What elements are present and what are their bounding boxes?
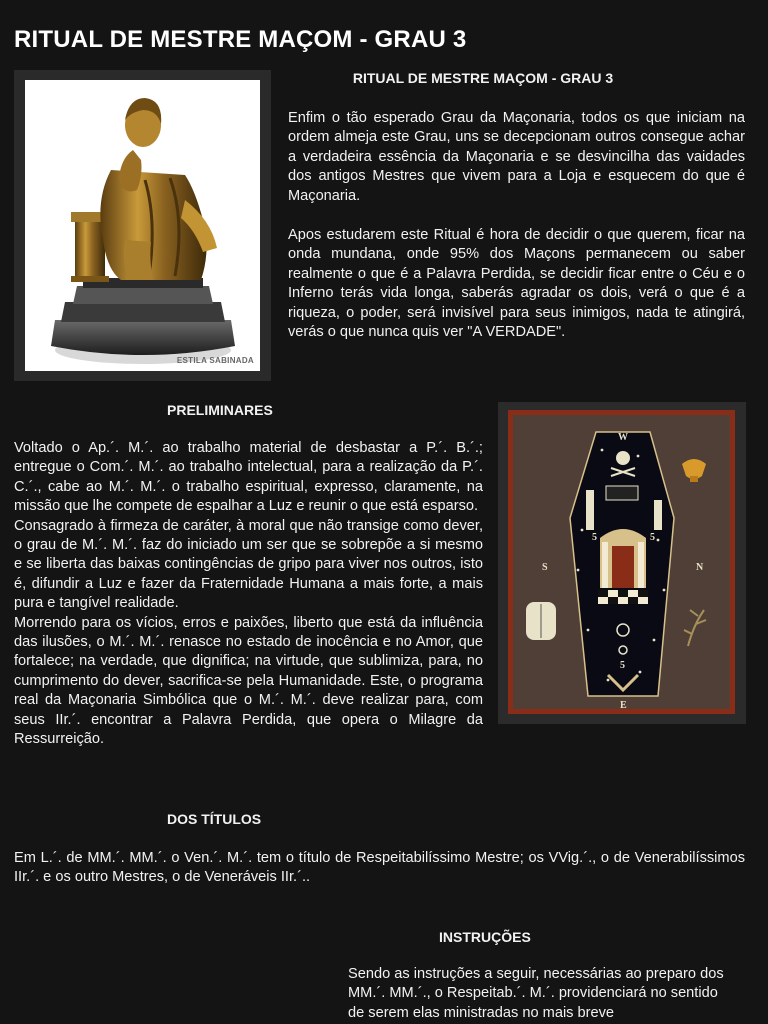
intro-paragraph: Apos estudarem este Ritual é hora de decidir o que querem, ficar na onda mundana, onde 95% dos Maçons permanecem ou saber realmente o que é a Palavra Perdida, se decidir ficar entre o Céu e o Inferno terás vida longa, saberás agradar os dois, verá o que é a riqueza, o poder, será invisível para seus inimigos, nada te atingirá, verás o que nunca quis ver "A VERDADE". xyxy=(288,227,745,341)
tracing-number: 5 xyxy=(620,660,625,671)
preliminares-paragraph: Consagrado à firmeza de caráter, à moral que não transige como dever, o grau de M.´. M.´. faz do iniciado um ser que se sobrepõe a si mesmo e se liberta das baixas contingências de gripo para viver nos outros, isto é, difundir a Luz e fazer da Fraternidade Humana a mais forte, a mais pura e tangível realidade. xyxy=(14,517,483,612)
preliminares-body xyxy=(14,439,745,799)
instrucoes-paragraph: Sendo as instruções a seguir, necessárias ao preparo dos MM.´. MM.´., o Respeitab.´. M.´. providenciará no sentido de serem elas ministradas no mais breve xyxy=(348,966,724,1021)
section-heading-instrucoes: INSTRUÇÕES xyxy=(439,929,531,945)
page-title: RITUAL DE MESTRE MAÇOM - GRAU 3 xyxy=(14,26,467,53)
statue-illustration xyxy=(25,80,260,371)
tracing-number: 5 xyxy=(650,532,655,543)
intro-paragraph: Enfim o tão esperado Grau da Maçonaria, todos os que iniciam na ordem almeja este Grau, uns se decepcionam outros consegue achar a verdadeira essência da Maçonaria e se desvincilha das vaidades dos antigos Mestres que vivem para a Loja e esquecem do que é Maçonaria. xyxy=(288,110,745,204)
image-watermark: ESTILA SABINADA xyxy=(176,356,254,365)
section-heading-titulos: DOS TÍTULOS xyxy=(167,811,262,827)
statue-image xyxy=(25,80,260,371)
tracing-letter-n: N xyxy=(696,562,704,573)
titulos-paragraph: Em L.´. de MM.´. MM.´. o Ven.´. M.´. tem o título de Respeitabilíssimo Mestre; os VVig.´., o de Venerabilíssimos IIr.´. e os outro Mestres, o de Veneráveis IIr.´.. xyxy=(14,850,745,886)
intro-heading: RITUAL DE MESTRE MAÇOM - GRAU 3 xyxy=(352,70,614,86)
section-heading-preliminares: PRELIMINARES xyxy=(167,402,273,418)
tracing-letter-e: E xyxy=(620,700,627,711)
statue-image-frame xyxy=(14,70,271,381)
preliminares-paragraph: Morrendo para os vícios, erros e paixões, liberto que está da influência das ilusões, o M.´. M.´. renasce no estado de inocência e no Amor, que fortalece; na verdade, que dignifica; na virtude, que sublimiza, para, no cumprimento do dever, sacrifica-se pela Humanidade. Este, o programa real da Maçonaria Simbólica que o M.´. M.´. deve realizar para, com seus IIr.´. encontrar a Palavra Perdida, que opera o Milagre da Ressurreição. xyxy=(14,614,483,748)
tracing-letter-s: S xyxy=(542,562,548,573)
preliminares-paragraph: Voltado o Ap.´. M.´. ao trabalho material de desbastar a P.´. B.´.; entregue o Com.´. M.´. ao trabalho intelectual, para a realização da P.´. C.´., cabe ao M.´. M.´. o trabalho espiritual, expresso, claramente, na missão que lhe compete de espalhar a Luz e reunir o que está esparso. xyxy=(14,440,483,515)
tracing-number: 5 xyxy=(592,532,597,543)
tracing-letter-w: W xyxy=(618,432,628,443)
